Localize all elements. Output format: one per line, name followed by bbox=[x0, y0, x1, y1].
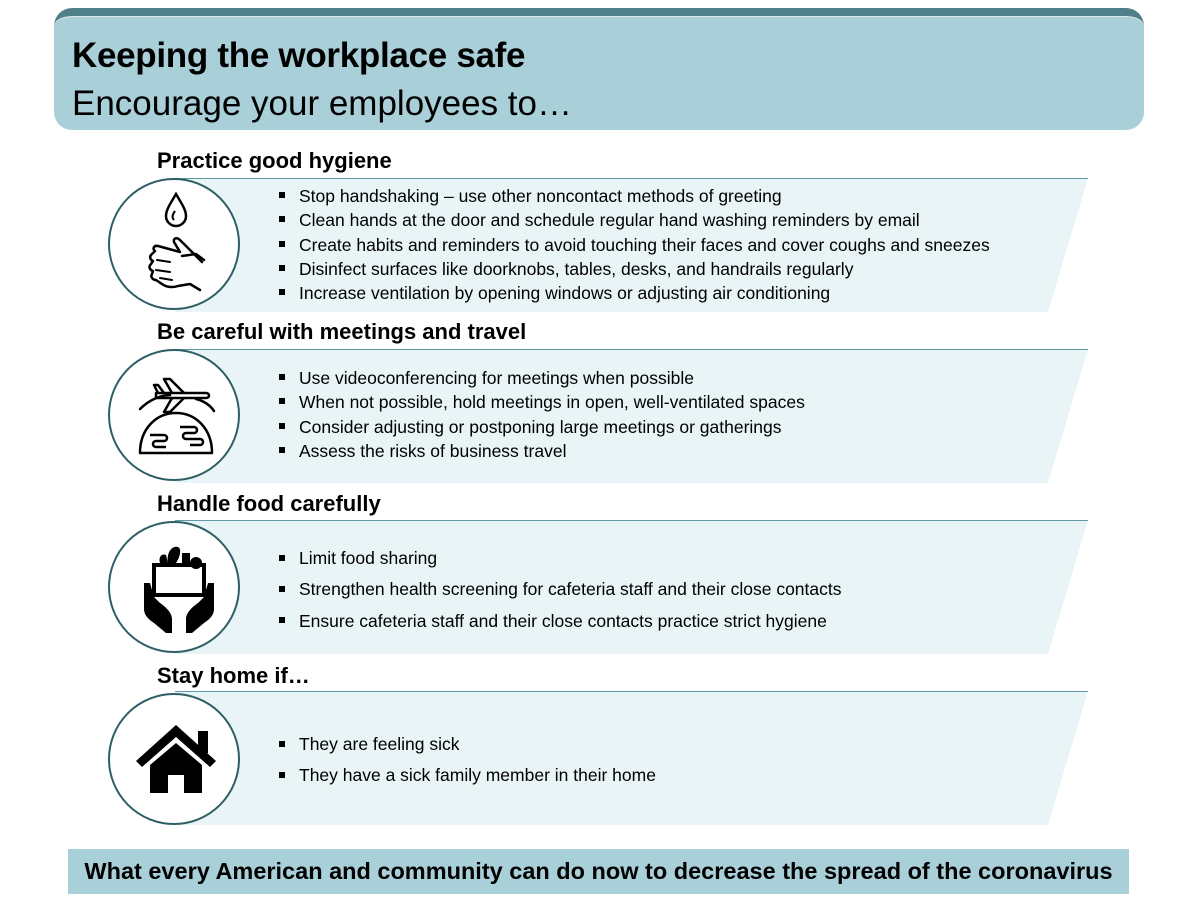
list-item: Create habits and reminders to avoid touching their faces and cover coughs and sneezes bbox=[278, 233, 990, 257]
list-item: They are feeling sick bbox=[278, 729, 656, 760]
bullet-list-hygiene bbox=[278, 184, 990, 305]
list-item: They have a sick family member in their home bbox=[278, 760, 656, 791]
page-title: Keeping the workplace safe bbox=[72, 36, 526, 75]
hands-holding-food-icon bbox=[108, 521, 240, 653]
house-icon bbox=[108, 693, 240, 825]
header-banner bbox=[54, 8, 1144, 130]
list-item: Strengthen health screening for cafeteria staff and their close contacts bbox=[278, 574, 842, 605]
bullet-list-food bbox=[278, 543, 842, 637]
list-item: Consider adjusting or postponing large meetings or gatherings bbox=[278, 415, 805, 439]
page-subtitle: Encourage your employees to… bbox=[72, 84, 572, 123]
list-item: When not possible, hold meetings in open, well-ventilated spaces bbox=[278, 390, 805, 414]
list-item: Assess the risks of business travel bbox=[278, 439, 805, 463]
bullet-list-stay-home bbox=[278, 729, 656, 792]
section-title-stay-home: Stay home if… bbox=[157, 663, 310, 688]
footer-banner: What every American and community can do now to decrease the spread of the coronavirus bbox=[68, 849, 1129, 894]
list-item: Disinfect surfaces like doorknobs, tables, desks, and handrails regularly bbox=[278, 257, 990, 281]
list-item: Stop handshaking – use other noncontact methods of greeting bbox=[278, 184, 990, 208]
list-item: Limit food sharing bbox=[278, 543, 842, 574]
section-title-hygiene: Practice good hygiene bbox=[157, 148, 392, 173]
list-item: Clean hands at the door and schedule regular hand washing reminders by email bbox=[278, 208, 990, 232]
handwashing-icon bbox=[108, 178, 240, 310]
list-item: Use videoconferencing for meetings when possible bbox=[278, 366, 805, 390]
bullet-list-meetings-travel bbox=[278, 366, 805, 463]
list-item: Ensure cafeteria staff and their close contacts practice strict hygiene bbox=[278, 606, 842, 637]
section-title-meetings-travel: Be careful with meetings and travel bbox=[157, 319, 527, 344]
list-item: Increase ventilation by opening windows or adjusting air conditioning bbox=[278, 281, 990, 305]
section-title-food: Handle food carefully bbox=[157, 491, 381, 516]
airplane-globe-icon bbox=[108, 349, 240, 481]
